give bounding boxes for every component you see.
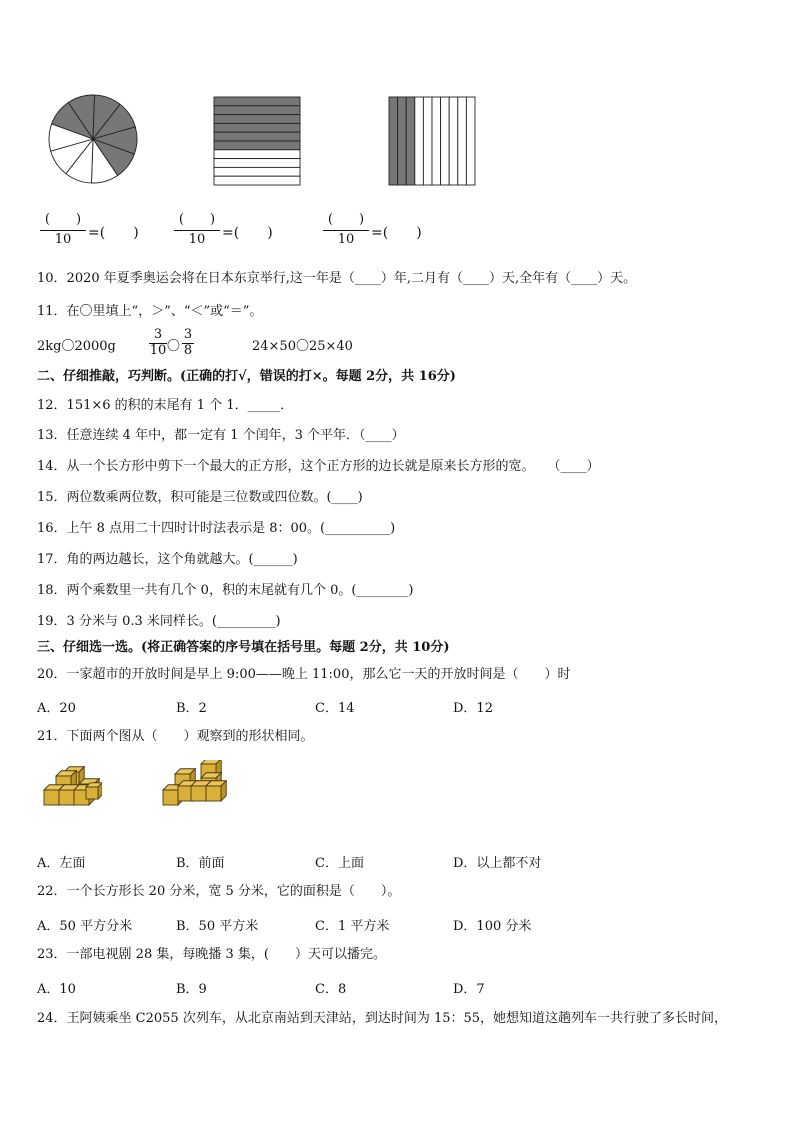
q20-option-a[interactable]: A．20 <box>37 701 76 716</box>
cube-figure-left <box>42 760 102 808</box>
q20-option-b[interactable]: B．2 <box>176 701 207 716</box>
cube-front-face <box>163 790 178 805</box>
vertical-stripe <box>415 97 424 185</box>
vertical-stripe <box>441 97 450 185</box>
fraction-3 <box>323 212 369 247</box>
vertical-stripe <box>449 97 458 185</box>
question-14: 14．从一个长方形中剪下一个最大的正方形，这个正方形的边长就是原来长方形的宽。 （____） <box>37 459 600 474</box>
question-12: 12．151×6 的积的末尾有 1 个 1．_____． <box>37 398 294 413</box>
fraction-3-answer[interactable]: =( ) <box>371 225 422 241</box>
q22-option-a[interactable]: A．50 平方分米 <box>37 919 133 934</box>
q21-option-a[interactable]: A．左面 <box>37 856 86 871</box>
vertical-stripe <box>406 97 415 185</box>
vertical-stripe <box>432 97 441 185</box>
question-11-item-c: 24×50〇25×40 <box>252 339 353 354</box>
question-23: 23．一部电视剧 28 集，每晚播 3 集，( ）天可以播完。 <box>37 947 386 962</box>
question-24: 24．王阿姨乘坐 C2055 次列车，从北京南站到天津站，到达时间为 15：55，她想知道这趟列车一共行驶了多长时间， <box>37 1011 728 1026</box>
horizontal-stripe <box>214 132 300 141</box>
question-11: 11．在〇里填上“，＞”、“＜”或“＝”。 <box>37 304 263 319</box>
fraction-1-numerator[interactable]: ( ) <box>44 212 82 227</box>
q22-option-b[interactable]: B．50 平方米 <box>176 919 259 934</box>
fraction-2-denominator: 10 <box>188 232 206 247</box>
question-11-fraction-2: 3 8 <box>183 327 193 358</box>
cube-front-face <box>191 786 206 801</box>
vertical-stripe <box>389 97 398 185</box>
horizontal-stripe <box>214 176 300 185</box>
vertical-stripe <box>398 97 407 185</box>
question-11-fraction-1: 3 10 <box>149 327 167 358</box>
horizontal-stripe <box>214 106 300 115</box>
q23-option-a[interactable]: A．10 <box>37 982 76 997</box>
q20-option-d[interactable]: D．12 <box>453 701 493 716</box>
vertical-stripe <box>423 97 432 185</box>
q21-option-c[interactable]: C．上面 <box>315 856 364 871</box>
question-18: 18．两个乘数里一共有几个 0，积的末尾就有几个 0。(________) <box>37 583 414 598</box>
vertical-stripe <box>466 97 475 185</box>
q21-option-b[interactable]: B．前面 <box>176 856 225 871</box>
section-3-heading: 三、仔细选一选。(将正确答案的序号填在括号里。每题 2分，共 10分) <box>37 640 450 655</box>
question-16: 16．上午 8 点用二十四时计时法表示是 8：00。(__________) <box>37 521 396 536</box>
question-15: 15．两位数乘两位数，积可能是三位数或四位数。(____) <box>37 490 363 505</box>
question-20: 20．一家超市的开放时间是早上 9:00——晚上 11:00，那么它一天的开放时间是（ ）时 <box>37 667 571 682</box>
horizontal-stripe <box>214 150 300 159</box>
vertical-stripe-figure <box>387 95 477 187</box>
fraction-2 <box>174 212 220 247</box>
cube-figure-right <box>161 760 227 808</box>
q23-option-d[interactable]: D．7 <box>453 982 485 997</box>
cube-front-face <box>206 786 221 801</box>
question-13: 13．任意连续 4 年中，都一定有 1 个闰年，3 个平年．（____） <box>37 428 405 443</box>
horizontal-stripe <box>214 167 300 176</box>
q23-option-b[interactable]: B．9 <box>176 982 207 997</box>
question-10: 10．2020 年夏季奥运会将在日本东京举行,这一年是（____）年,二月有（____）天,全年有（____）天。 <box>37 271 637 286</box>
cube-front-face <box>59 790 74 805</box>
fraction-1-answer[interactable]: =( ) <box>88 225 139 241</box>
question-17: 17．角的两边越长，这个角就越大。(______) <box>37 552 298 567</box>
horizontal-stripe <box>214 141 300 150</box>
q22-option-d[interactable]: D．100 分米 <box>453 919 532 934</box>
question-21: 21．下面两个图从（ ）观察到的形状相同。 <box>37 729 314 744</box>
fraction-3-denominator: 10 <box>337 232 355 247</box>
fraction-2-numerator[interactable]: ( ) <box>178 212 216 227</box>
cube-front-face <box>44 790 59 805</box>
cube-front-face <box>86 787 98 799</box>
q20-option-c[interactable]: C．14 <box>315 701 355 716</box>
circle-fraction-figure <box>42 93 148 189</box>
section-2-heading: 二、仔细推敲，巧判断。(正确的打√，错误的打×。每题 2分，共 16分) <box>37 369 456 384</box>
horizontal-stripe <box>214 115 300 124</box>
question-11-item-a: 2kg〇2000g <box>37 339 116 354</box>
fraction-1-denominator: 10 <box>54 232 72 247</box>
compare-circle[interactable]: 〇 <box>167 339 181 354</box>
q21-option-d[interactable]: D．以上都不对 <box>453 856 542 871</box>
q22-option-c[interactable]: C．1 平方米 <box>315 919 390 934</box>
fraction-2-answer[interactable]: =( ) <box>222 225 273 241</box>
horizontal-stripe <box>214 123 300 132</box>
horizontal-stripe <box>214 159 300 168</box>
vertical-stripe <box>458 97 467 185</box>
question-19: 19．3 分米与 0.3 米同样长。(_________) <box>37 614 281 629</box>
horizontal-stripe <box>214 97 300 106</box>
horizontal-stripe-figure <box>212 95 302 187</box>
question-22: 22．一个长方形长 20 分米，宽 5 分米，它的面积是（ ）。 <box>37 884 401 899</box>
fraction-3-numerator[interactable]: ( ) <box>327 212 365 227</box>
fraction-1 <box>40 212 86 247</box>
q23-option-c[interactable]: C．8 <box>315 982 347 997</box>
